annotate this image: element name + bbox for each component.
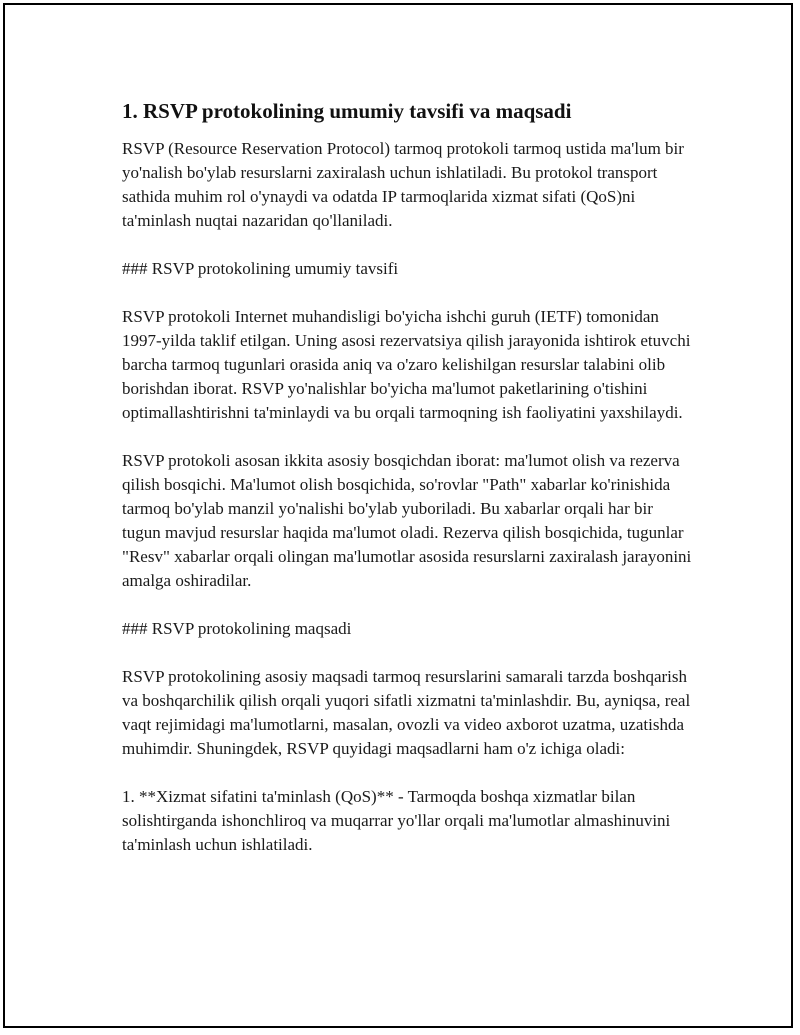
intro-paragraph: RSVP (Resource Reservation Protocol) tarmoq protokoli tarmoq ustida ma'lum bir yo'nalish bo'ylab resurslarni zaxiralash uchun ishlatiladi. Bu protokol transport sathida muhim rol o'ynaydi va odatda IP tarmoqlarida xizmat sifati (QoS)ni ta'minlash nuqtai nazaridan qo'llaniladi. xyxy=(122,139,684,230)
overview-paragraph-2: RSVP protokoli asosan ikkita asosiy bosqichdan iborat: ma'lumot olish va rezerva qilish bosqichi. Ma'lumot olish bosqichida, so'rovlar "Path" xabarlar ko'rinishida tarmoq bo'ylab manzil yo'nalishi bo'ylab yuboriladi. Bu xabarlar orqali har bir tugun mavjud resurslar haqida ma'lumot oladi. Rezerva qilish bosqichida, tugunlar "Resv" xabarlar orqali olingan ma'lumotlar asosida resurslarni zaxiralash jarayonini amalga oshiradilar. xyxy=(122,451,692,590)
purpose-paragraph: RSVP protokolining asosiy maqsadi tarmoq resurslarini samarali tarzda boshqarish va boshqarchilik qilish orqali yuqori sifatli xizmatni ta'minlashdir. Bu, ayniqsa, real vaqt rejimidagi ma'lumotlarni, masalan, ovozli va video axborot uzatma, uzatishda muhimdir. Shuningdek, RSVP quyidagi maqsadlarni ham o'z ichiga oladi: xyxy=(122,667,691,758)
section-heading-purpose: ### RSVP protokolining maqsadi xyxy=(122,619,352,638)
document-title: 1. RSVP protokolining umumiy tavsifi va maqsadi xyxy=(122,99,572,123)
overview-paragraph-1: RSVP protokoli Internet muhandisligi bo'yicha ishchi guruh (IETF) tomonidan 1997-yilda taklif etilgan. Uning asosi rezervatsiya qilish jarayonida ishtirok etuvchi barcha tarmoq tugunlari orasida aniq va o'zaro kelishilgan resurslar talabini olib borishdan iborat. RSVP yo'nalishlar bo'yicha ma'lumot paketlarining o'tishini optimallashtirishni ta'minlaydi va bu orqali tarmoqning ish faoliyatini yaxshilaydi. xyxy=(122,307,691,422)
page-frame xyxy=(3,3,793,1028)
section-heading-overview: ### RSVP protokolining umumiy tavsifi xyxy=(122,259,399,278)
document-body xyxy=(122,97,692,857)
purpose-list-item-1: 1. **Xizmat sifatini ta'minlash (QoS)** - Tarmoqda boshqa xizmatlar bilan solishtirganda ishonchliroq va muqarrar yo'llar orqali ma'lumotlar almashinuvini ta'minlash uchun ishlatiladi. xyxy=(122,787,671,854)
